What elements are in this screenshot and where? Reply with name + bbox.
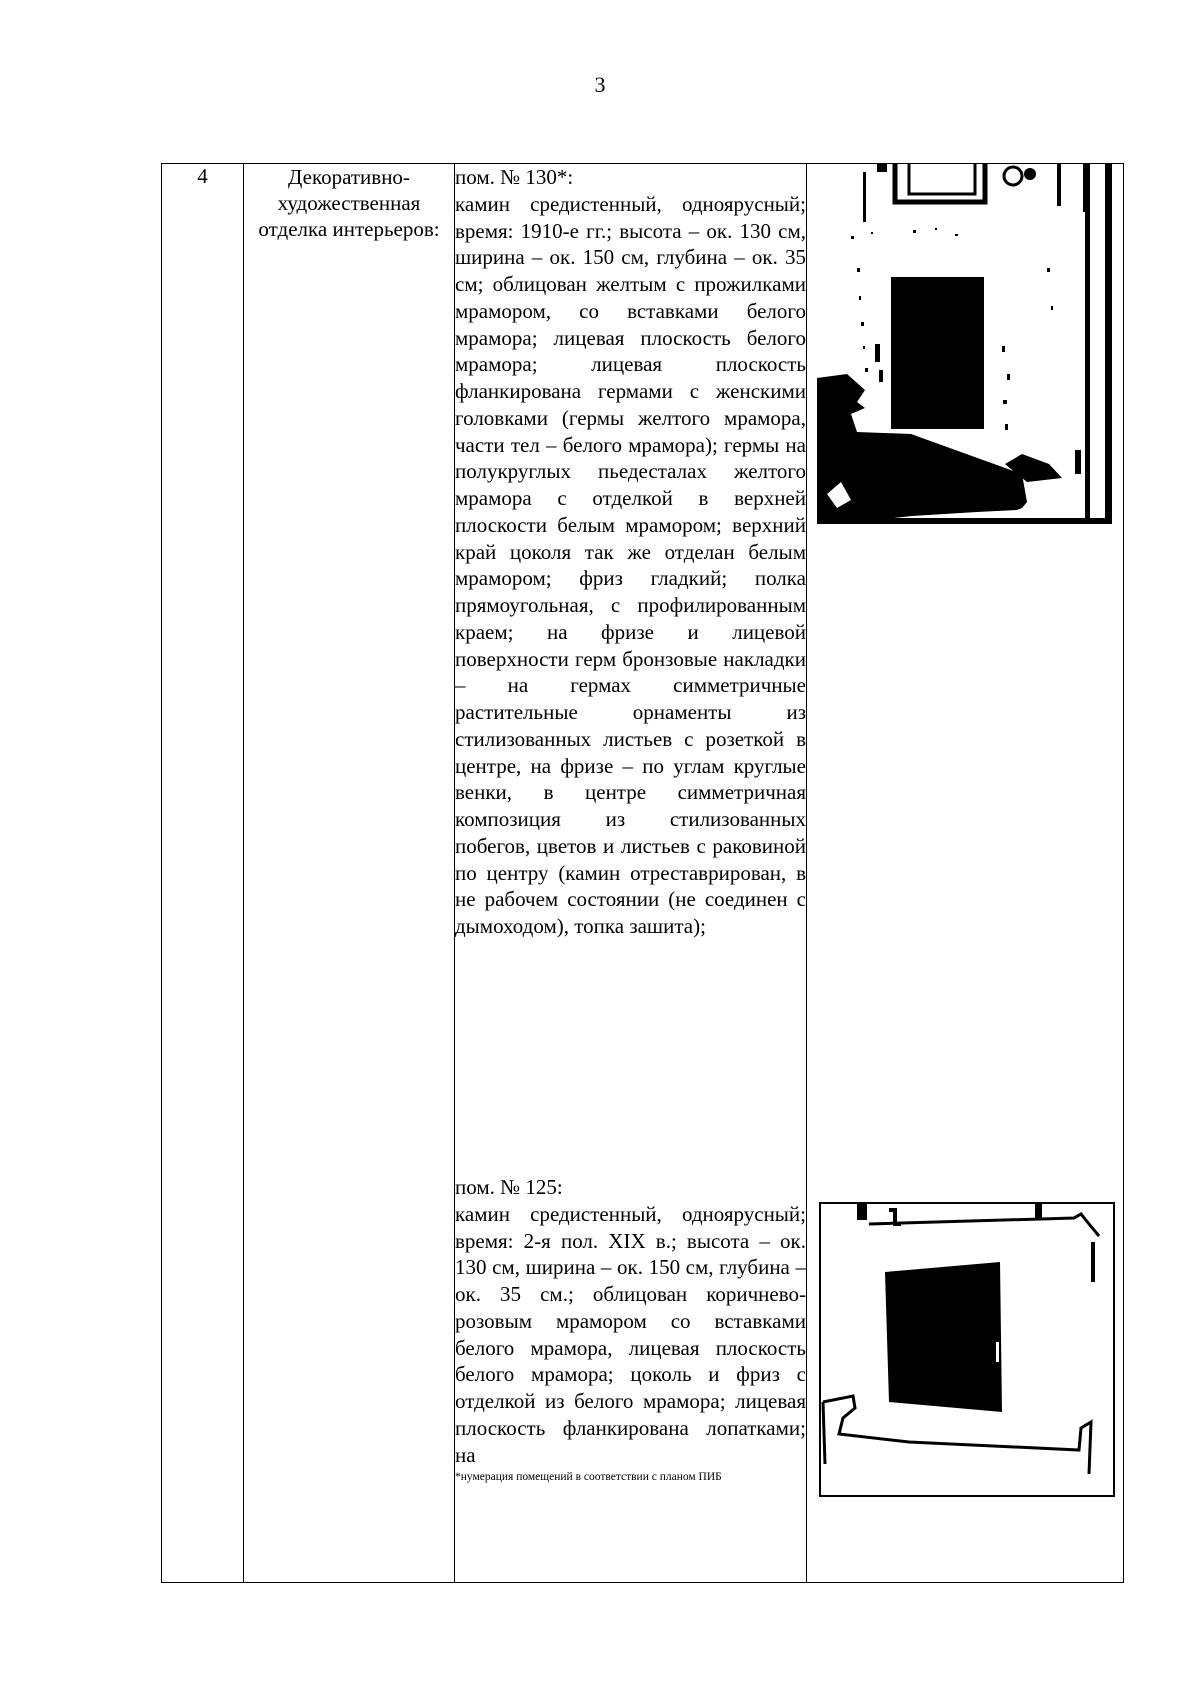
fireplace-description: камин средистенный, одноярусный; время: 1910-е гг.; высота – ок. 130 см, ширина – ок. 150 см, глубина – ок. 35 см; облицован желтым с прожилками мрамором, со вставками белого мрамора; лицевая плоскость белого мрамора; лицевая плоскость фланкирована гермами с женскими головками (гермы желтого мрамора, части тел – белого мрамора); гермы на полукруглых пьедесталах желтого мрамора с отделкой в верхней плоскости белым мрамором; верхний край цоколя так же отделан белым мрамором; фриз гладкий; полка прямоугольная, с профилированным краем; на фризе и лицевой поверхности герм бронзовые накладки – на гермах симметричные растительные орнаменты из стилизованных листьев с розеткой в центре, на фризе – по углам круглые венки, в центре симметричная композиция из стилизованных побегов, цветов и листьев с раковиной по центру (камин отреставрирован, в не рабочем состоянии (не соединен с дымоходом), топка зашита);: [455, 191, 806, 938]
fireplace-entry-125: [455, 1174, 806, 1468]
object-table: [161, 163, 1124, 1583]
photo-cell: [807, 164, 1124, 1583]
fireplace-photo-130: [817, 164, 1112, 556]
page-number: 3: [594, 72, 606, 97]
description-cell: [455, 164, 807, 1583]
room-label: пом. № 130*:: [455, 165, 574, 189]
fireplace-photo-125: [819, 1202, 1115, 1497]
fireplace-description: камин средистенный, одноярусный; время: 2-я пол. XIX в.; высота – ок. 130 см, ширина – ок. 150 см, глубина – ок. 35 см.; облицован коричнево-розовым мрамором со вставками белого мрамора, лицевая плоскость белого мрамора; цоколь и фриз с отделкой из белого мрамора; лицевая плоскость фланкирована лопатками; на: [455, 1201, 806, 1467]
category-cell: [244, 164, 455, 1583]
row-number: 4: [162, 164, 244, 1583]
room-label: пом. № 125:: [455, 1175, 563, 1199]
footnote: *нумерация помещений в соответствии с планом ПИБ: [455, 1471, 722, 1484]
table-row: [162, 164, 1124, 1583]
fireplace-entry-130: [455, 164, 806, 1174]
category-label: Декоративно-художественная отделка интерьеров:: [258, 165, 440, 241]
